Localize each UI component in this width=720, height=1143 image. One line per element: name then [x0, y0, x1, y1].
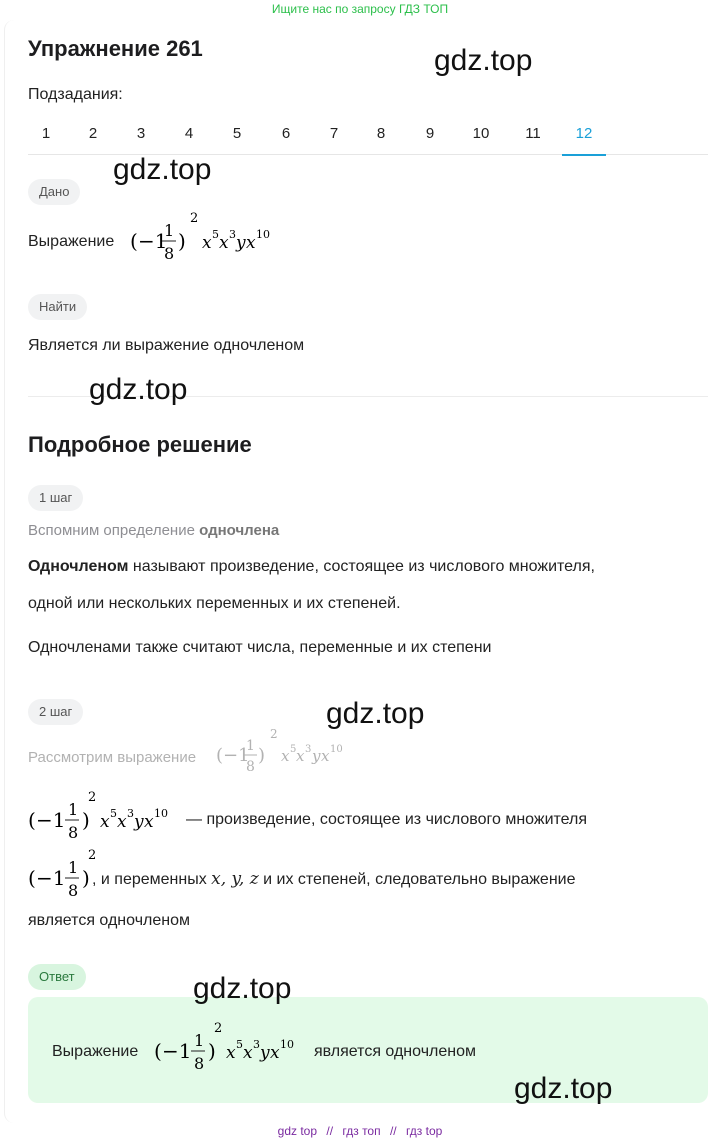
svg-text:x: x	[296, 747, 305, 765]
svg-text:5: 5	[212, 228, 219, 241]
svg-text:x: x	[226, 1043, 236, 1063]
watermark: gdz.top	[434, 44, 533, 77]
answer-prefix: Выражение	[52, 1043, 139, 1060]
watermark: gdz.top	[89, 373, 188, 406]
svg-text:2: 2	[214, 1021, 223, 1036]
svg-text:x: x	[144, 812, 154, 832]
svg-text:): )	[178, 229, 186, 253]
step1-hint	[28, 522, 279, 539]
watermark: gdz.top	[193, 972, 292, 1005]
subtask-tabs	[28, 118, 708, 155]
tab-2[interactable]: 2	[88, 125, 98, 142]
given-expression	[130, 208, 310, 268]
svg-text:1: 1	[164, 221, 175, 240]
tab-5[interactable]: 5	[232, 125, 242, 142]
svg-text:3: 3	[229, 228, 236, 241]
svg-text:1: 1	[194, 1031, 205, 1050]
svg-text:8: 8	[194, 1054, 205, 1073]
svg-text:x: x	[270, 1043, 280, 1063]
step1-def-bold: Одночленом	[28, 558, 129, 575]
solution-title: Подробное решение	[28, 432, 252, 457]
svg-text:8: 8	[68, 881, 79, 900]
svg-text:3: 3	[253, 1038, 260, 1051]
tab-1[interactable]: 1	[41, 125, 51, 142]
step2-line1-expression	[28, 787, 208, 847]
footer-separator: //	[389, 1124, 397, 1138]
svg-text:−1: −1	[36, 808, 66, 832]
step1-definition	[28, 558, 595, 576]
svg-text:): )	[258, 745, 266, 766]
svg-text:5: 5	[110, 807, 117, 820]
tab-7[interactable]: 7	[329, 125, 339, 142]
tab-11[interactable]: 11	[525, 125, 541, 142]
step2-line3: является одночленом	[28, 912, 190, 929]
tab-10[interactable]: 10	[472, 125, 490, 142]
step2-line2-suffix: и их степеней, следовательно выражение	[263, 871, 576, 888]
svg-text:3: 3	[305, 744, 312, 755]
svg-text:2: 2	[270, 727, 278, 741]
top-banner[interactable]: Ищите нас по запросу ГДЗ ТОП	[271, 2, 449, 16]
step1-hint-prefix: Вспомним определение	[28, 522, 195, 539]
answer-expression	[154, 1018, 314, 1078]
svg-text:10: 10	[154, 807, 168, 820]
svg-text:x: x	[246, 233, 256, 253]
answer-suffix: является одночленом	[314, 1043, 476, 1060]
svg-text:x: x	[202, 233, 212, 253]
svg-text:(: (	[130, 229, 138, 253]
svg-text:): )	[208, 1039, 216, 1063]
svg-text:5: 5	[236, 1038, 243, 1051]
step2-line2	[92, 869, 575, 889]
tab-8[interactable]: 8	[376, 125, 386, 142]
svg-text:(: (	[154, 1039, 162, 1063]
given-pill: Дано	[28, 179, 80, 205]
step1-pill: 1 шаг	[28, 485, 83, 511]
svg-text:8: 8	[68, 823, 79, 842]
svg-text:y: y	[312, 747, 321, 765]
svg-text:10: 10	[280, 1038, 294, 1051]
step2-hint-prefix: Рассмотрим выражение	[28, 749, 197, 766]
watermark: gdz.top	[113, 153, 212, 186]
svg-text:x: x	[281, 747, 290, 765]
svg-text:−1: −1	[223, 745, 250, 766]
footer-link-2[interactable]: гдз топ	[342, 1124, 381, 1138]
tab-9[interactable]: 9	[425, 125, 435, 142]
svg-text:y: y	[236, 233, 246, 253]
step2-line2-middle: , и переменных	[92, 871, 207, 888]
given-prefix: Выражение	[28, 233, 115, 250]
svg-text:x: x	[321, 747, 330, 765]
step2-vars: x, y, z	[211, 869, 259, 889]
find-pill: Найти	[28, 294, 87, 320]
svg-text:5: 5	[290, 744, 297, 755]
footer-links	[0, 1124, 720, 1138]
svg-text:(: (	[216, 745, 224, 766]
svg-text:): )	[82, 866, 90, 890]
svg-text:10: 10	[256, 228, 270, 241]
svg-text:8: 8	[246, 759, 255, 775]
svg-text:8: 8	[164, 244, 175, 263]
svg-text:1: 1	[246, 738, 255, 754]
watermark: gdz.top	[326, 697, 425, 730]
step2-line1-suffix: — произведение, состоящее из числового множителя	[186, 811, 588, 828]
step1-def-line1: называют произведение, состоящее из числового множителя,	[132, 558, 595, 575]
svg-text:2: 2	[88, 790, 97, 805]
step1-def-line2: одной или нескольких переменных и их степеней.	[28, 595, 401, 612]
step2-line2-multiplier	[28, 845, 98, 905]
svg-text:x: x	[117, 812, 127, 832]
svg-text:x: x	[100, 812, 110, 832]
step1-def-line3: Одночленами также считают числа, переменные и их степени	[28, 639, 492, 656]
svg-text:y: y	[260, 1043, 270, 1063]
step2-pill: 2 шаг	[28, 699, 83, 725]
footer-link-1[interactable]: gdz top	[277, 1124, 318, 1138]
find-text: Является ли выражение одночленом	[28, 337, 305, 354]
svg-text:): )	[82, 808, 90, 832]
svg-text:−1: −1	[36, 866, 66, 890]
tab-3[interactable]: 3	[136, 125, 146, 142]
watermark: gdz.top	[514, 1072, 613, 1105]
footer-separator: //	[326, 1124, 334, 1138]
tab-12[interactable]: 12	[562, 118, 606, 156]
step2-hint-expression	[216, 726, 366, 778]
tab-4[interactable]: 4	[184, 125, 194, 142]
svg-text:x: x	[243, 1043, 253, 1063]
svg-text:x: x	[219, 233, 229, 253]
svg-text:2: 2	[88, 848, 97, 863]
answer-pill: Ответ	[28, 964, 86, 990]
svg-text:−1: −1	[162, 1039, 192, 1063]
svg-text:2: 2	[190, 211, 199, 226]
footer-link-3[interactable]: гдз top	[405, 1124, 443, 1138]
svg-text:10: 10	[330, 744, 343, 755]
svg-text:1: 1	[68, 858, 79, 877]
svg-text:y: y	[134, 812, 144, 832]
svg-text:1: 1	[68, 800, 79, 819]
exercise-title: Упражнение 261	[28, 36, 203, 61]
svg-text:(: (	[28, 866, 36, 890]
step1-hint-bold: одночлена	[199, 522, 280, 539]
subtasks-label: Подзадания:	[28, 86, 123, 103]
svg-text:−1: −1	[138, 229, 168, 253]
svg-text:(: (	[28, 808, 36, 832]
svg-text:3: 3	[127, 807, 134, 820]
tab-6[interactable]: 6	[281, 125, 291, 142]
